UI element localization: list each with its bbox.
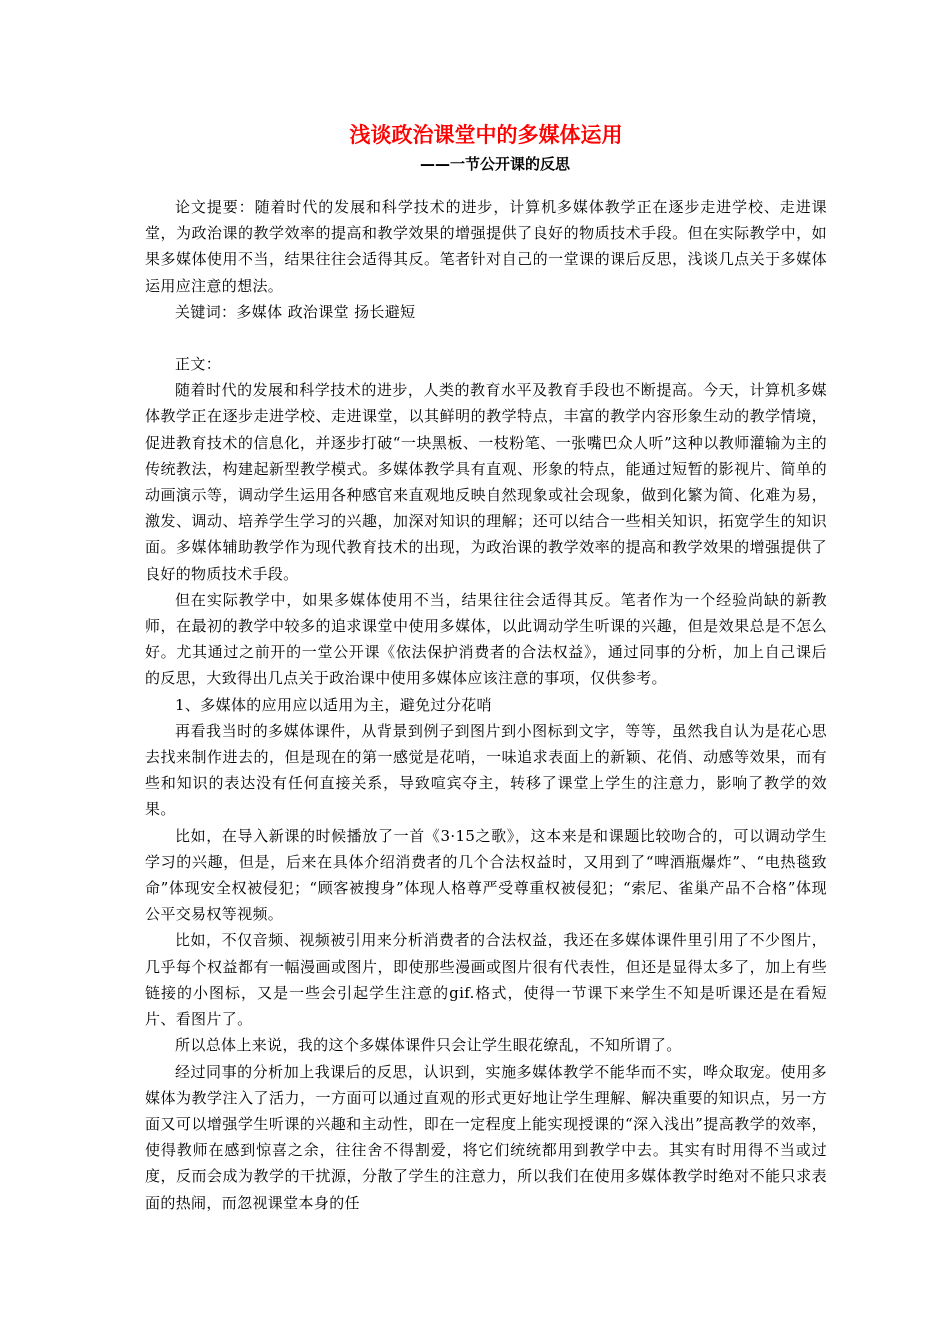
body-paragraph-7: 经过同事的分析加上我课后的反思，认识到，实施多媒体教学不能华而不实，哗众取宠。使用多媒体为教学注入了活力，一方面可以通过直观的形式更好地让学生理解、解决重要的知识点，另一方面又可以增强学生听课的兴趣和主动性，即在一定程度上能实现授课的“深入浅出”提高教学的效率，使得教师在感到惊喜之余，往往舍不得割爱，将它们统统都用到教学中去。其实有时用得不当或过度，反而会成为教学的干扰源，分散了学生的注意力，所以我们在使用多媒体教学时绝对不能只求表面的热闹，而忽视课堂本身的任 — [145, 1062, 827, 1212]
body-paragraph-4: 比如，在导入新课的时候播放了一首《3·15之歌》，这本来是和课题比较吻合的，可以调动学生学习的兴趣，但是，后来在具体介绍消费者的几个合法权益时，又用到了“啤酒瓶爆炸”、“电热毯致命”体现安全权被侵犯；“顾客被搜身”体现人格尊严受尊重权被侵犯；“索尼、雀巢产品不合格”体现公平交易权等视频。 — [145, 826, 827, 924]
keywords-line: 关键词：多媒体 政治课堂 扬长避短 — [175, 302, 416, 321]
section-gap — [145, 325, 827, 351]
body-paragraph-3: 再看我当时的多媒体课件，从背景到例子到图片到小图标到文字，等等，虽然我自认为是花心思去找来制作进去的，但是现在的第一感觉是花哨，一味追求表面上的新颖、花俏、动感等效果，而有些和知识的表达没有任何直接关系，导致喧宾夺主，转移了课堂上学生的注意力，影响了教学的效果。 — [145, 721, 827, 819]
document-subtitle: ——一节公开课的反思 — [419, 155, 570, 173]
body-paragraph-2: 但在实际教学中，如果多媒体使用不当，结果往往会适得其反。笔者作为一个经验尚缺的新教师，在最初的教学中较多的追求课堂中使用多媒体，以此调动学生听课的兴趣，但是效果总是不怎么好。尤其通过之前开的一堂公开课《依法保护消费者的合法权益》，通过同事的分析，加上自己课后的反思，大致得出几点关于政治课中使用多媒体应该注意的事项，仅供参考。 — [145, 590, 827, 688]
document-title: 浅谈政治课堂中的多媒体运用 — [349, 123, 623, 147]
section-heading-1: 1、多媒体的应用应以适用为主，避免过分花哨 — [175, 695, 492, 714]
body-paragraph-6: 所以总体上来说，我的这个多媒体课件只会让学生眼花缭乱，不知所谓了。 — [175, 1036, 682, 1055]
body-label: 正文： — [175, 355, 222, 374]
abstract-paragraph: 论文提要：随着时代的发展和科学技术的进步，计算机多媒体教学正在逐步走进学校、走进课堂，为政治课的教学效率的提高和教学效果的增强提供了良好的物质技术手段。但在实际教学中，如果多媒体使用不当，结果往往会适得其反。笔者针对自己的一堂课的课后反思，浅谈几点关于多媒体运用应注意的想法。 — [145, 198, 827, 295]
document-page — [145, 118, 827, 1216]
body-paragraph-5: 比如，不仅音频、视频被引用来分析消费者的合法权益，我还在多媒体课件里引用了不少图片，几乎每个权益都有一幅漫画或图片，即使那些漫画或图片很有代表性，但还是显得太多了，加上有些链接的小图标，又是一些会引起学生注意的gif.格式，使得一节课下来学生不知是听课还是在看短片、看图片了。 — [145, 931, 827, 1029]
body-paragraph-1: 随着时代的发展和科学技术的进步，人类的教育水平及教育手段也不断提高。今天，计算机多媒体教学正在逐步走进学校、走进课堂，以其鲜明的教学特点，丰富的教学内容形象生动的教学情境，促进教育技术的信息化，并逐步打破“一块黑板、一枝粉笔、一张嘴巴众人听”这种以教师灌输为主的传统教法，构建起新型教学模式。多媒体教学具有直观、形象的特点，能通过短暂的影视片、简单的动画演示等，调动学生运用各种感官来直观地反映自然现象或社会现象，做到化繁为简、化难为易，激发、调动、培养学生学习的兴趣，加深对知识的理解；还可以结合一些相关知识，拓宽学生的知识面。多媒体辅助教学作为现代教育技术的出现，为政治课的教学效率的提高和教学效果的增强提供了良好的物质技术手段。 — [145, 381, 827, 583]
